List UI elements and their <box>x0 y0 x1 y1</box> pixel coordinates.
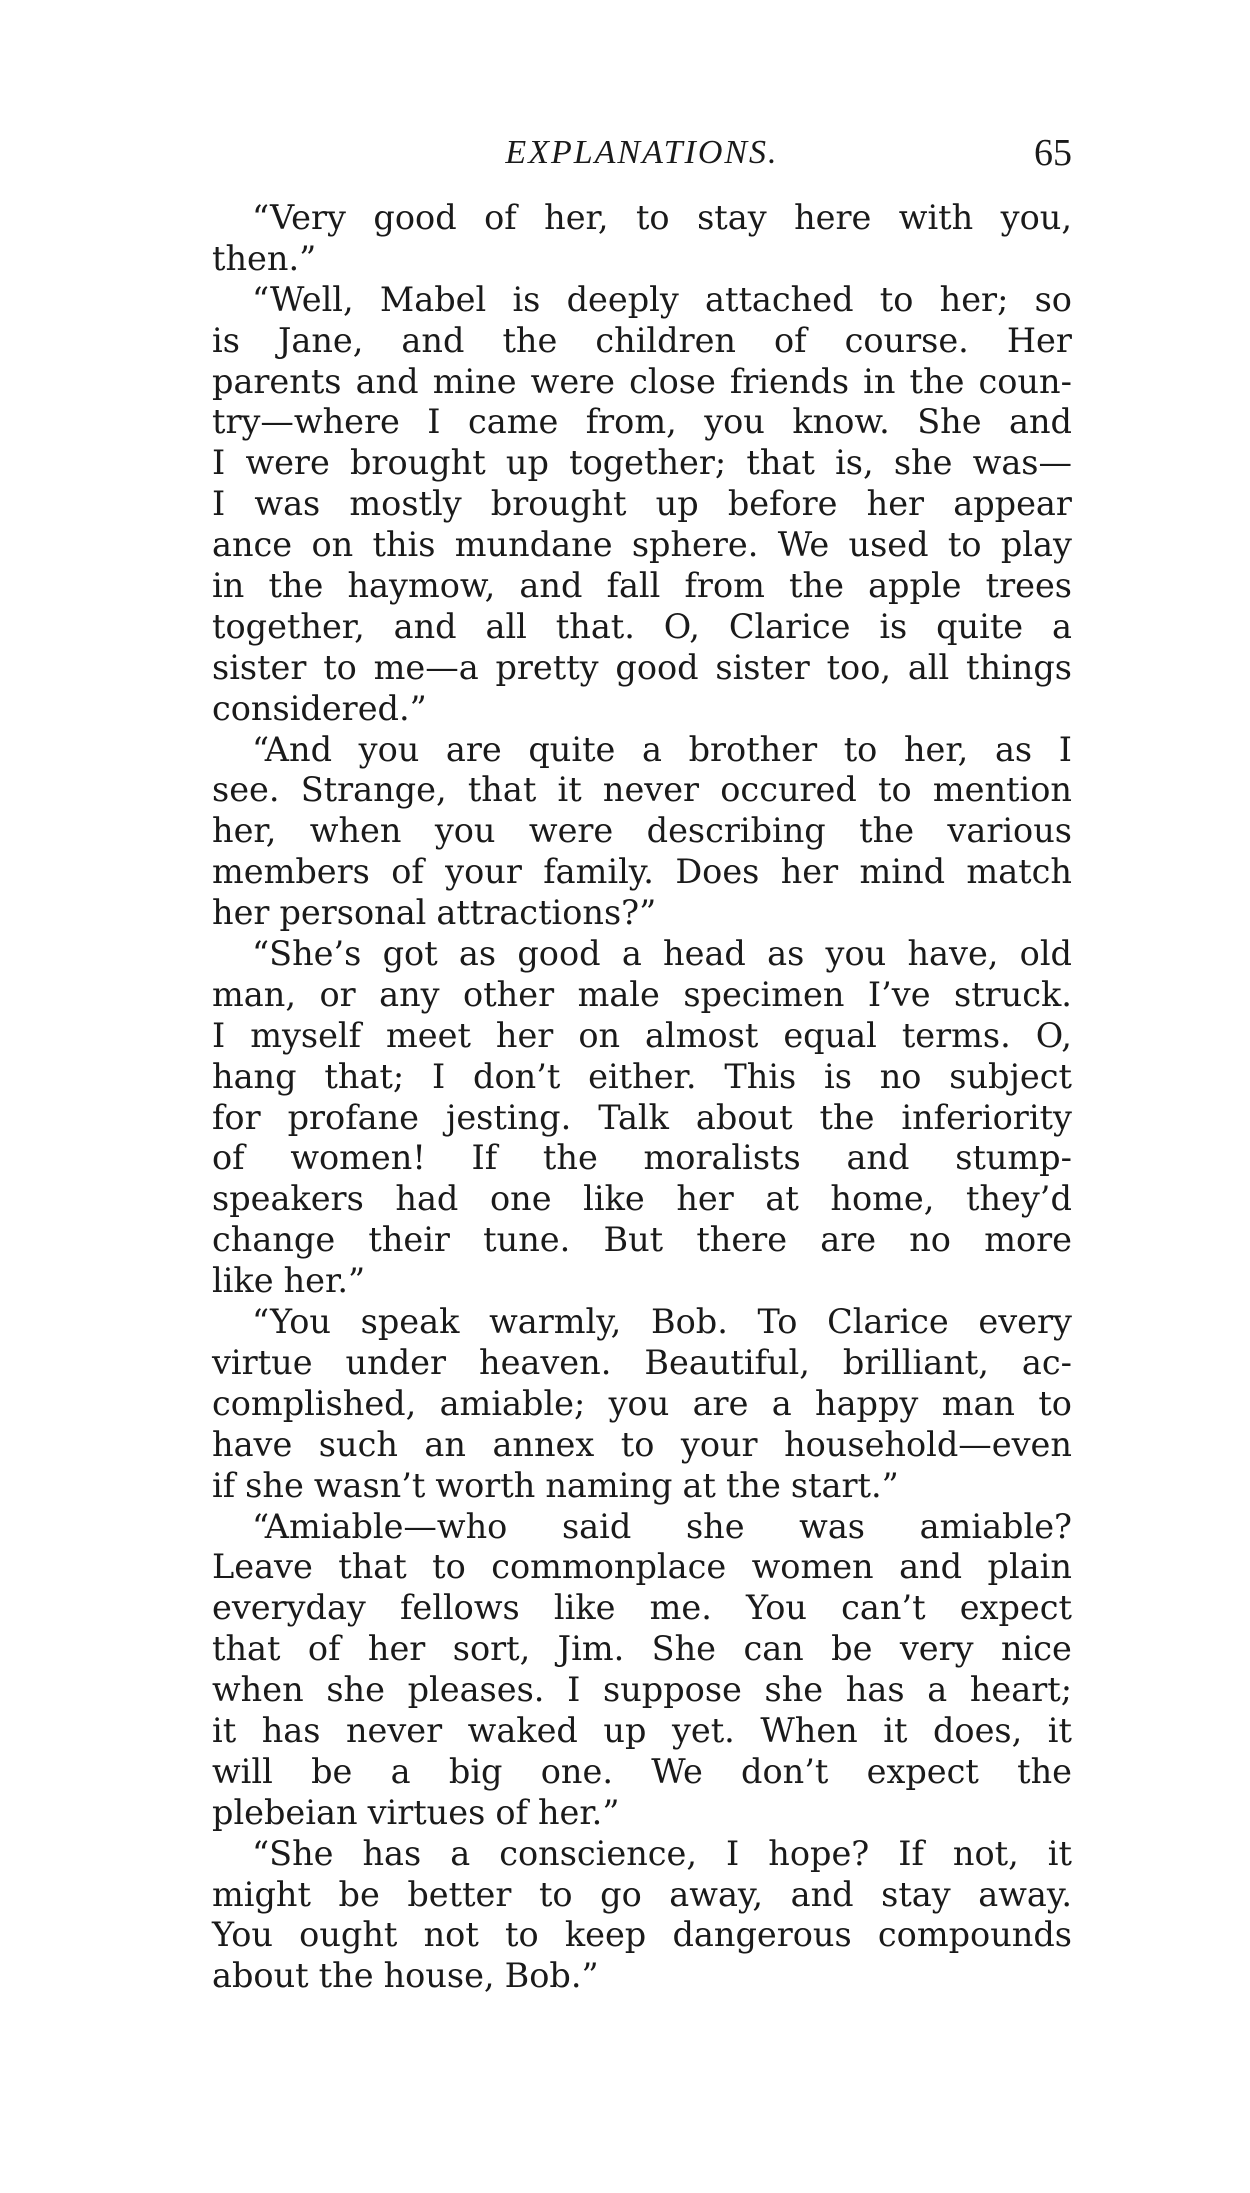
text-line: together, and all that. O, Clarice is quite a <box>212 606 1072 646</box>
text-line: speakers had one like her at home, they’d <box>212 1179 1072 1219</box>
text-line: sister to me—a pretty good sister too, all things <box>212 647 1072 687</box>
text-line: “She’s got as good a head as you have, old <box>252 934 1072 974</box>
text-line: I were brought up together; that is, she was— <box>212 443 1072 483</box>
text-line: “She has a conscience, I hope? If not, it <box>252 1833 1072 1873</box>
text-line: is Jane, and the children of course. Her <box>212 320 1072 360</box>
running-title: EXPLANATIONS. <box>505 134 779 171</box>
paragraph <box>212 198 1072 280</box>
page-number: 65 <box>1034 132 1072 174</box>
paragraph <box>212 1834 1072 1998</box>
paragraph <box>212 280 1072 730</box>
text-line: try—where I came from, you know. She and <box>212 402 1072 442</box>
text-line: change their tune. But there are no more <box>212 1220 1072 1260</box>
text-line: “Amiable—who said she was amiable? <box>252 1506 1072 1546</box>
text-line: have such an annex to your household—even <box>212 1424 1072 1464</box>
text-line: virtue under heaven. Beautiful, brilliant, ac- <box>212 1342 1072 1382</box>
text-line: hang that; I don’t either. This is no subject <box>212 1056 1072 1096</box>
text-line: man, or any other male specimen I’ve struck. <box>212 974 1072 1014</box>
text-line: for profane jesting. Talk about the inferiority <box>212 1097 1072 1137</box>
text-line: it has never waked up yet. When it does, it <box>212 1710 1072 1750</box>
text-line: considered.” <box>212 688 427 728</box>
text-line: “You speak warmly, Bob. To Clarice every <box>252 1302 1072 1342</box>
text-line: “Well, Mabel is deeply attached to her; so <box>252 279 1072 319</box>
text-line: complished, amiable; you are a happy man to <box>212 1383 1072 1423</box>
text-line: everyday fellows like me. You can’t expect <box>212 1588 1072 1628</box>
text-line: her personal attractions?” <box>212 893 657 933</box>
text-line: parents and mine were close friends in the coun- <box>212 361 1072 401</box>
text-line: You ought not to keep dangerous compounds <box>212 1915 1072 1955</box>
text-line: her, when you were describing the various <box>212 811 1072 851</box>
text-line: about the house, Bob.” <box>212 1956 599 1996</box>
text-line: then.” <box>212 238 317 278</box>
text-line: when she pleases. I suppose she has a heart; <box>212 1670 1072 1710</box>
paragraph <box>212 730 1072 934</box>
text-line: Leave that to commonplace women and plain <box>212 1547 1072 1587</box>
text-line: I myself meet her on almost equal terms. O, <box>212 1015 1072 1055</box>
text-line: will be a big one. We don’t expect the <box>212 1751 1072 1791</box>
text-line: ance on this mundane sphere. We used to play <box>212 525 1072 565</box>
text-line: might be better to go away, and stay away. <box>212 1874 1072 1914</box>
text-line: that of her sort, Jim. She can be very nice <box>212 1629 1072 1669</box>
text-line: “And you are quite a brother to her, as I <box>252 729 1072 769</box>
paragraph <box>212 1302 1072 1506</box>
running-head <box>212 128 1072 178</box>
text-line: if she wasn’t worth naming at the start.” <box>212 1465 899 1505</box>
text-line: I was mostly brought up before her appear <box>212 484 1072 524</box>
text-line: members of your family. Does her mind match <box>212 852 1072 892</box>
body-text <box>212 198 1072 1997</box>
paragraph <box>212 1507 1072 1834</box>
paragraph <box>212 934 1072 1302</box>
text-line: in the haymow, and fall from the apple trees <box>212 566 1072 606</box>
text-line: like her.” <box>212 1261 366 1301</box>
text-line: of women! If the moralists and stump- <box>212 1138 1072 1178</box>
text-line: see. Strange, that it never occured to mention <box>212 770 1072 810</box>
text-line: “Very good of her, to stay here with you, <box>252 198 1072 237</box>
text-line: plebeian virtues of her.” <box>212 1792 620 1832</box>
